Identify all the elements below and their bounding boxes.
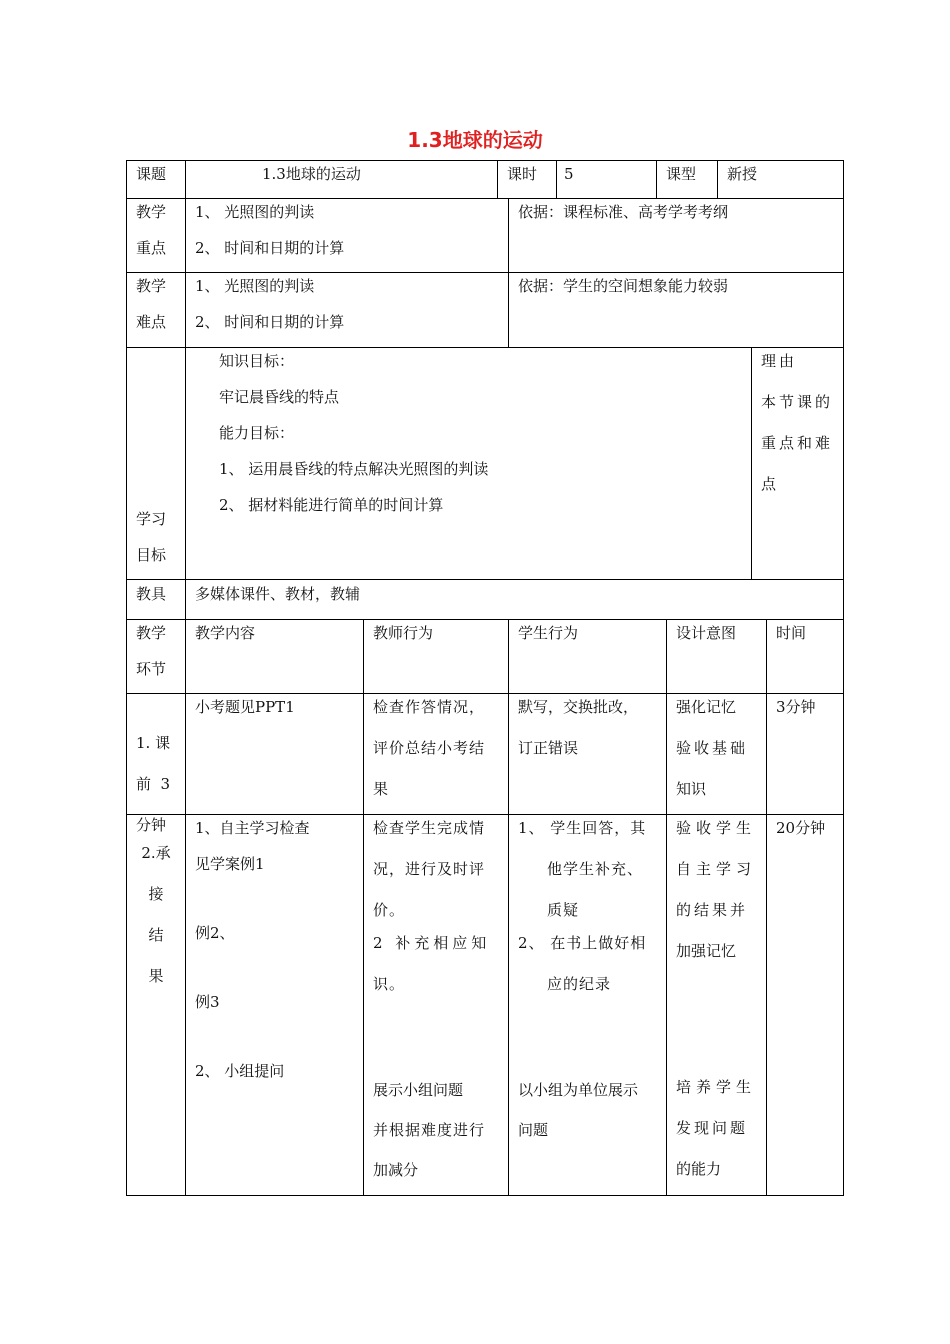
goals-reason: 理由 本节课的 重点和难 点 [761, 352, 834, 493]
step1-student: 默写，交换批改， 订正错误 [518, 698, 639, 757]
document-title: 1.3地球的运动 [407, 128, 543, 152]
hours-label: 课时 [507, 165, 538, 183]
focus-items [195, 202, 344, 274]
step2-teacher: 检查学生完成情 况，进行及时评 价。 2 补充相应知 识。 [373, 819, 491, 993]
th-design: 设计意图 [676, 624, 737, 642]
step1-design: 强化记忆 验收基础 知识 [676, 698, 749, 798]
tools-label: 教具 [136, 585, 167, 603]
tools-value: 多媒体课件、教材，教辅 [195, 585, 361, 603]
th-student: 学生行为 [518, 624, 579, 642]
step1-time: 3分钟 [776, 698, 816, 716]
difficulty-item: 1、 光照图的判读 [195, 277, 315, 295]
step2-time: 20分钟 [776, 819, 826, 837]
focus-item: 2、 时间和日期的计算 [195, 239, 345, 257]
step2-content-line: 2、 小组提问 [195, 1062, 285, 1080]
step1-stage: 1. 课 前 3 分钟 [136, 734, 171, 834]
difficulty-item: 2、 时间和日期的计算 [195, 313, 345, 331]
goals-label: 学习 目标 [136, 510, 167, 564]
step2-content-line: 1、自主学习检查 [195, 819, 310, 837]
step2-design: 验收学生 自主学习 的结果并 加强记忆 [676, 819, 757, 960]
focus-item: 1、 光照图的判读 [195, 203, 315, 221]
hours-value: 5 [564, 165, 574, 183]
step1-content: 小考题见PPT1 [195, 698, 295, 716]
th-content: 教学内容 [195, 624, 256, 642]
step2-student: 1、 学生回答，其 他学生补充、 质疑 2、 在书上做好相 应的纪录 [518, 819, 647, 993]
th-teacher: 教师行为 [373, 624, 434, 642]
focus-basis: 依据：课程标准、高考学考考纲 [518, 203, 729, 221]
step2-time-cell [766, 814, 844, 1196]
step2-stage: 2.承 接 结 果 [141, 844, 171, 985]
step2-content-line: 例2、 [195, 924, 235, 942]
step2-content-line: 见学案例1 [195, 855, 265, 873]
difficulty-label: 教学 难点 [136, 277, 167, 331]
step2-student-2: 以小组为单位展示 问题 [518, 1081, 639, 1139]
topic-label: 课题 [136, 165, 167, 183]
step2-teacher-2: 展示小组问题 并根据难度进行 加减分 [373, 1081, 486, 1179]
step2-design-2: 培养学生 发现问题 的能力 [676, 1078, 757, 1178]
th-stage: 教学 环节 [136, 624, 167, 678]
goals-lines: 知识目标： 牢记晨昏线的特点 能力目标： 1、 运用晨昏线的特点解决光照图的判读 2、 据材料能进行简单的时间计算 [219, 352, 489, 514]
type-label: 课型 [666, 165, 697, 183]
focus-label: 教学 重点 [136, 203, 167, 257]
topic-value: 1.3地球的运动 [262, 165, 361, 183]
th-time: 时间 [776, 624, 807, 642]
step2-content-line: 例3 [195, 993, 220, 1011]
step1-teacher: 检查作答情况， 评价总结小考结 果 [373, 698, 486, 798]
difficulty-items [195, 276, 344, 348]
difficulty-basis: 依据：学生的空间想象能力较弱 [518, 277, 729, 295]
type-value: 新授 [727, 165, 758, 183]
